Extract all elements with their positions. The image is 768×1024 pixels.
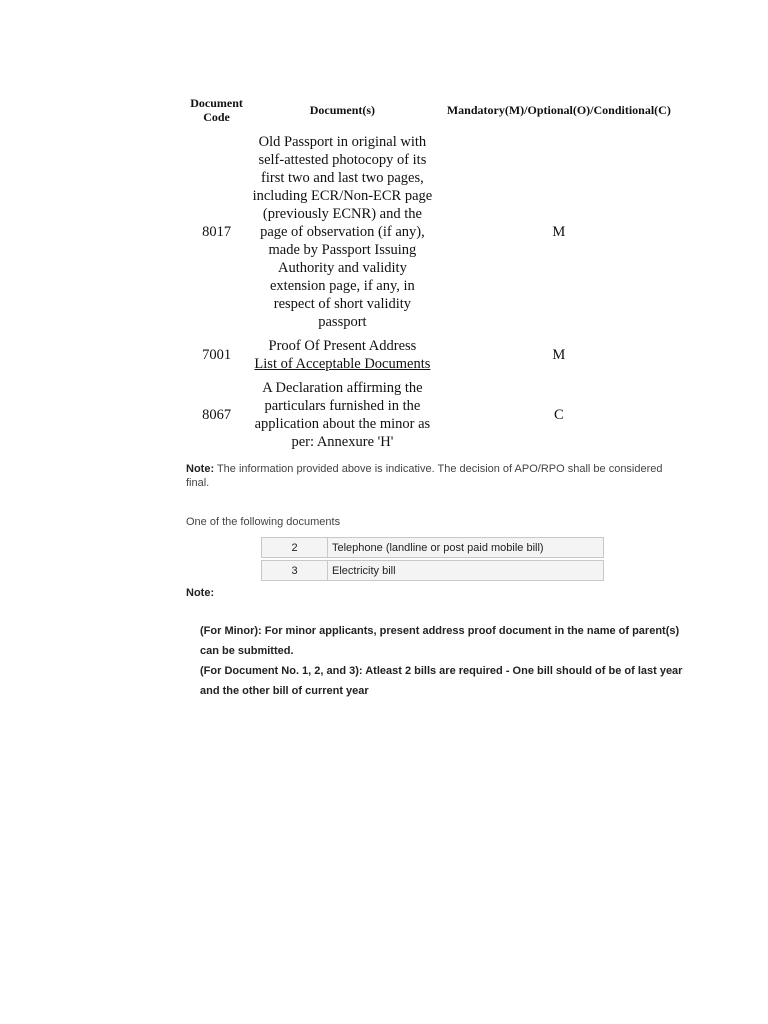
notes-label: Note: bbox=[186, 587, 215, 599]
acceptable-documents-intro: One of the following documents bbox=[186, 516, 341, 528]
header-mandatory-optional-conditional: Mandatory(M)/Optional(O)/Conditional(C) bbox=[446, 103, 671, 117]
documents-table bbox=[183, 94, 683, 454]
document-description-cell: A Declaration affirming the particulars furnished in the application about the minor as per: Annexure 'H' bbox=[254, 380, 431, 450]
table-row bbox=[183, 130, 683, 334]
document-name: Telephone (landline or post paid mobile bill) bbox=[328, 537, 604, 558]
note-text: The information provided above is indicative. The decision of APO/RPO shall be considered final. bbox=[186, 463, 663, 489]
requirement-cell: M bbox=[552, 347, 566, 363]
table-header-row bbox=[183, 94, 683, 130]
table-row bbox=[183, 334, 683, 376]
document-code-cell: 7001 bbox=[202, 347, 232, 363]
list-item bbox=[261, 560, 604, 581]
header-document-code: Document Code bbox=[190, 96, 243, 124]
document-number: 3 bbox=[261, 560, 328, 581]
document-description-text: Proof Of Present Address bbox=[268, 338, 417, 354]
document-number: 2 bbox=[261, 537, 328, 558]
acceptable-documents-table bbox=[261, 535, 604, 583]
indicative-note bbox=[186, 462, 686, 490]
document-name: Electricity bill bbox=[328, 560, 604, 581]
list-item bbox=[261, 537, 604, 558]
document-description-cell: Old Passport in original with self-attested photocopy of its first two and last two pages, including ECR/Non-ECR page (previously ECNR) and the page of observation (if any), made by Passport Issuing Authority and validity extension page, if any, in respect of short validity passport bbox=[252, 134, 433, 330]
note-item-bills: (For Document No. 1, 2, and 3): Atleast 2 bills are required - One bill should of be of last year and the other bill of current year bbox=[200, 665, 683, 697]
document-description-cell bbox=[250, 334, 435, 376]
acceptable-documents-link[interactable]: List of Acceptable Documents bbox=[254, 356, 431, 372]
requirement-cell: M bbox=[552, 224, 566, 240]
document-code-cell: 8067 bbox=[202, 407, 232, 423]
requirement-cell: C bbox=[554, 407, 564, 423]
document-code-cell: 8017 bbox=[202, 224, 232, 240]
notes-list bbox=[200, 621, 690, 701]
table-row bbox=[183, 376, 683, 454]
note-label: Note: bbox=[186, 463, 215, 475]
header-documents: Document(s) bbox=[309, 103, 376, 117]
note-item-minor: (For Minor): For minor applicants, present address proof document in the name of parent(s) can be submitted. bbox=[200, 625, 680, 657]
